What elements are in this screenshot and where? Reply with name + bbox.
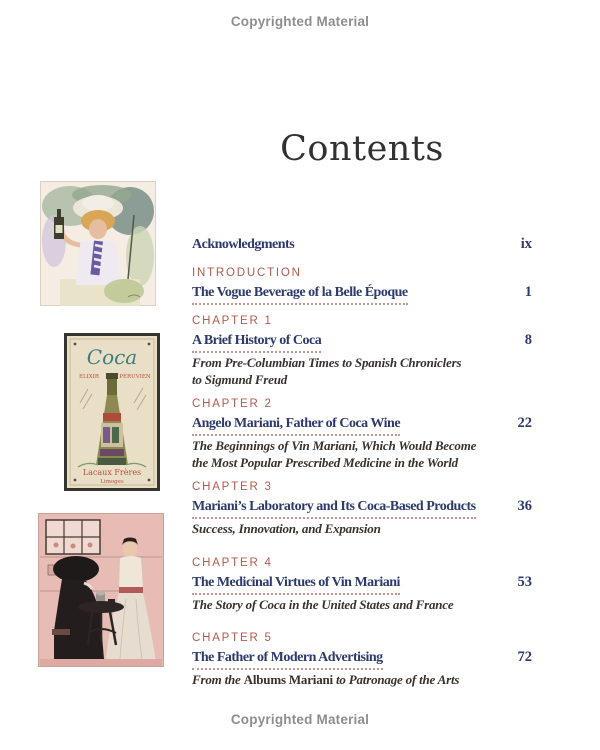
contents-title: Contents [280,129,444,169]
poster-city-text: Limoges [100,479,124,485]
waist-sash [119,587,143,593]
page-number-introduction: 1 [524,284,532,300]
toc-entry-chapter-5 [192,630,532,689]
chapter-4-subtitle: The Story of Coca in the United States and France [192,596,454,612]
toc-link-acknowledgments[interactable]: Acknowledgments [192,237,295,252]
toc-link-chapter-4[interactable]: The Medicinal Virtues of Vin Mariani [192,573,400,595]
black-hat-shape [53,556,99,582]
coca-poster-illustration [64,333,160,491]
toc-link-chapter-5[interactable]: The Father of Modern Advertising [192,648,383,670]
chapter-1-subtitle: From Pre-Columbian Times to Spanish Chroniclers to Sigmund Freud [192,355,462,387]
poster-maker-text: Lacaux Frères [82,468,142,477]
section-label-introduction: INTRODUCTION [192,267,302,279]
section-label-chapter-5: CHAPTER 5 [192,632,273,644]
section-label-chapter-4: CHAPTER 4 [192,556,273,569]
standing-woman-blouse [119,556,143,589]
poster-title-text: Coca [86,345,138,369]
bottle-cap [106,373,118,379]
section-label-chapter-2: CHAPTER 2 [192,398,273,410]
table-top [78,601,124,613]
page-number-chapter-2: 22 [517,415,532,431]
chapter-5-subtitle: From the Albums Mariani to Patronage of the Arts [192,672,460,687]
section-label-chapter-1: CHAPTER 1 [192,315,273,327]
chapter-2-subtitle: The Beginnings of Vin Mariani, Which Would Become the Most Popular Prescribed Medicine in the World [192,438,477,470]
toc-entry-chapter-4 [192,555,532,614]
toc-link-chapter-2[interactable]: Angelo Mariani, Father of Coca Wine [192,414,400,436]
poster-left-text: ELIXIR [78,374,100,380]
page-number-chapter-3: 36 [517,498,532,514]
page-number-chapter-1: 8 [524,332,532,348]
page-number-chapter-5: 72 [517,649,532,665]
page-number-chapter-4: 53 [517,573,532,590]
woman-with-bottle-illustration [40,181,156,306]
toc-link-chapter-1[interactable]: A Brief History of Coca [192,331,321,353]
poster-right-text: PÉRUVIEN [119,374,151,380]
standing-woman-head [123,542,138,557]
section-label-chapter-3: CHAPTER 3 [192,481,273,493]
tea-table-scene-illustration [38,513,164,667]
toc-entry-acknowledgments [192,235,532,255]
toc-link-introduction[interactable]: The Vogue Beverage of la Belle Époque [192,283,408,305]
toc-entry-introduction [192,265,532,305]
table-of-contents [192,126,532,689]
copyright-notice-top: Copyrighted Material [230,14,370,29]
toc-entry-chapter-1 [192,313,532,388]
toc-entry-chapter-2 [192,396,532,471]
chapter-3-subtitle: Success, Innovation, and Expansion [192,521,381,536]
toc-entry-chapter-3 [192,479,532,538]
copyright-notice-bottom: Copyrighted Material [230,712,370,727]
toc-link-chapter-3[interactable]: Mariani’s Laboratory and Its Coca-Based Products [192,497,476,519]
face-shape [89,219,107,239]
page-number-acknowledgments: ix [520,236,532,252]
